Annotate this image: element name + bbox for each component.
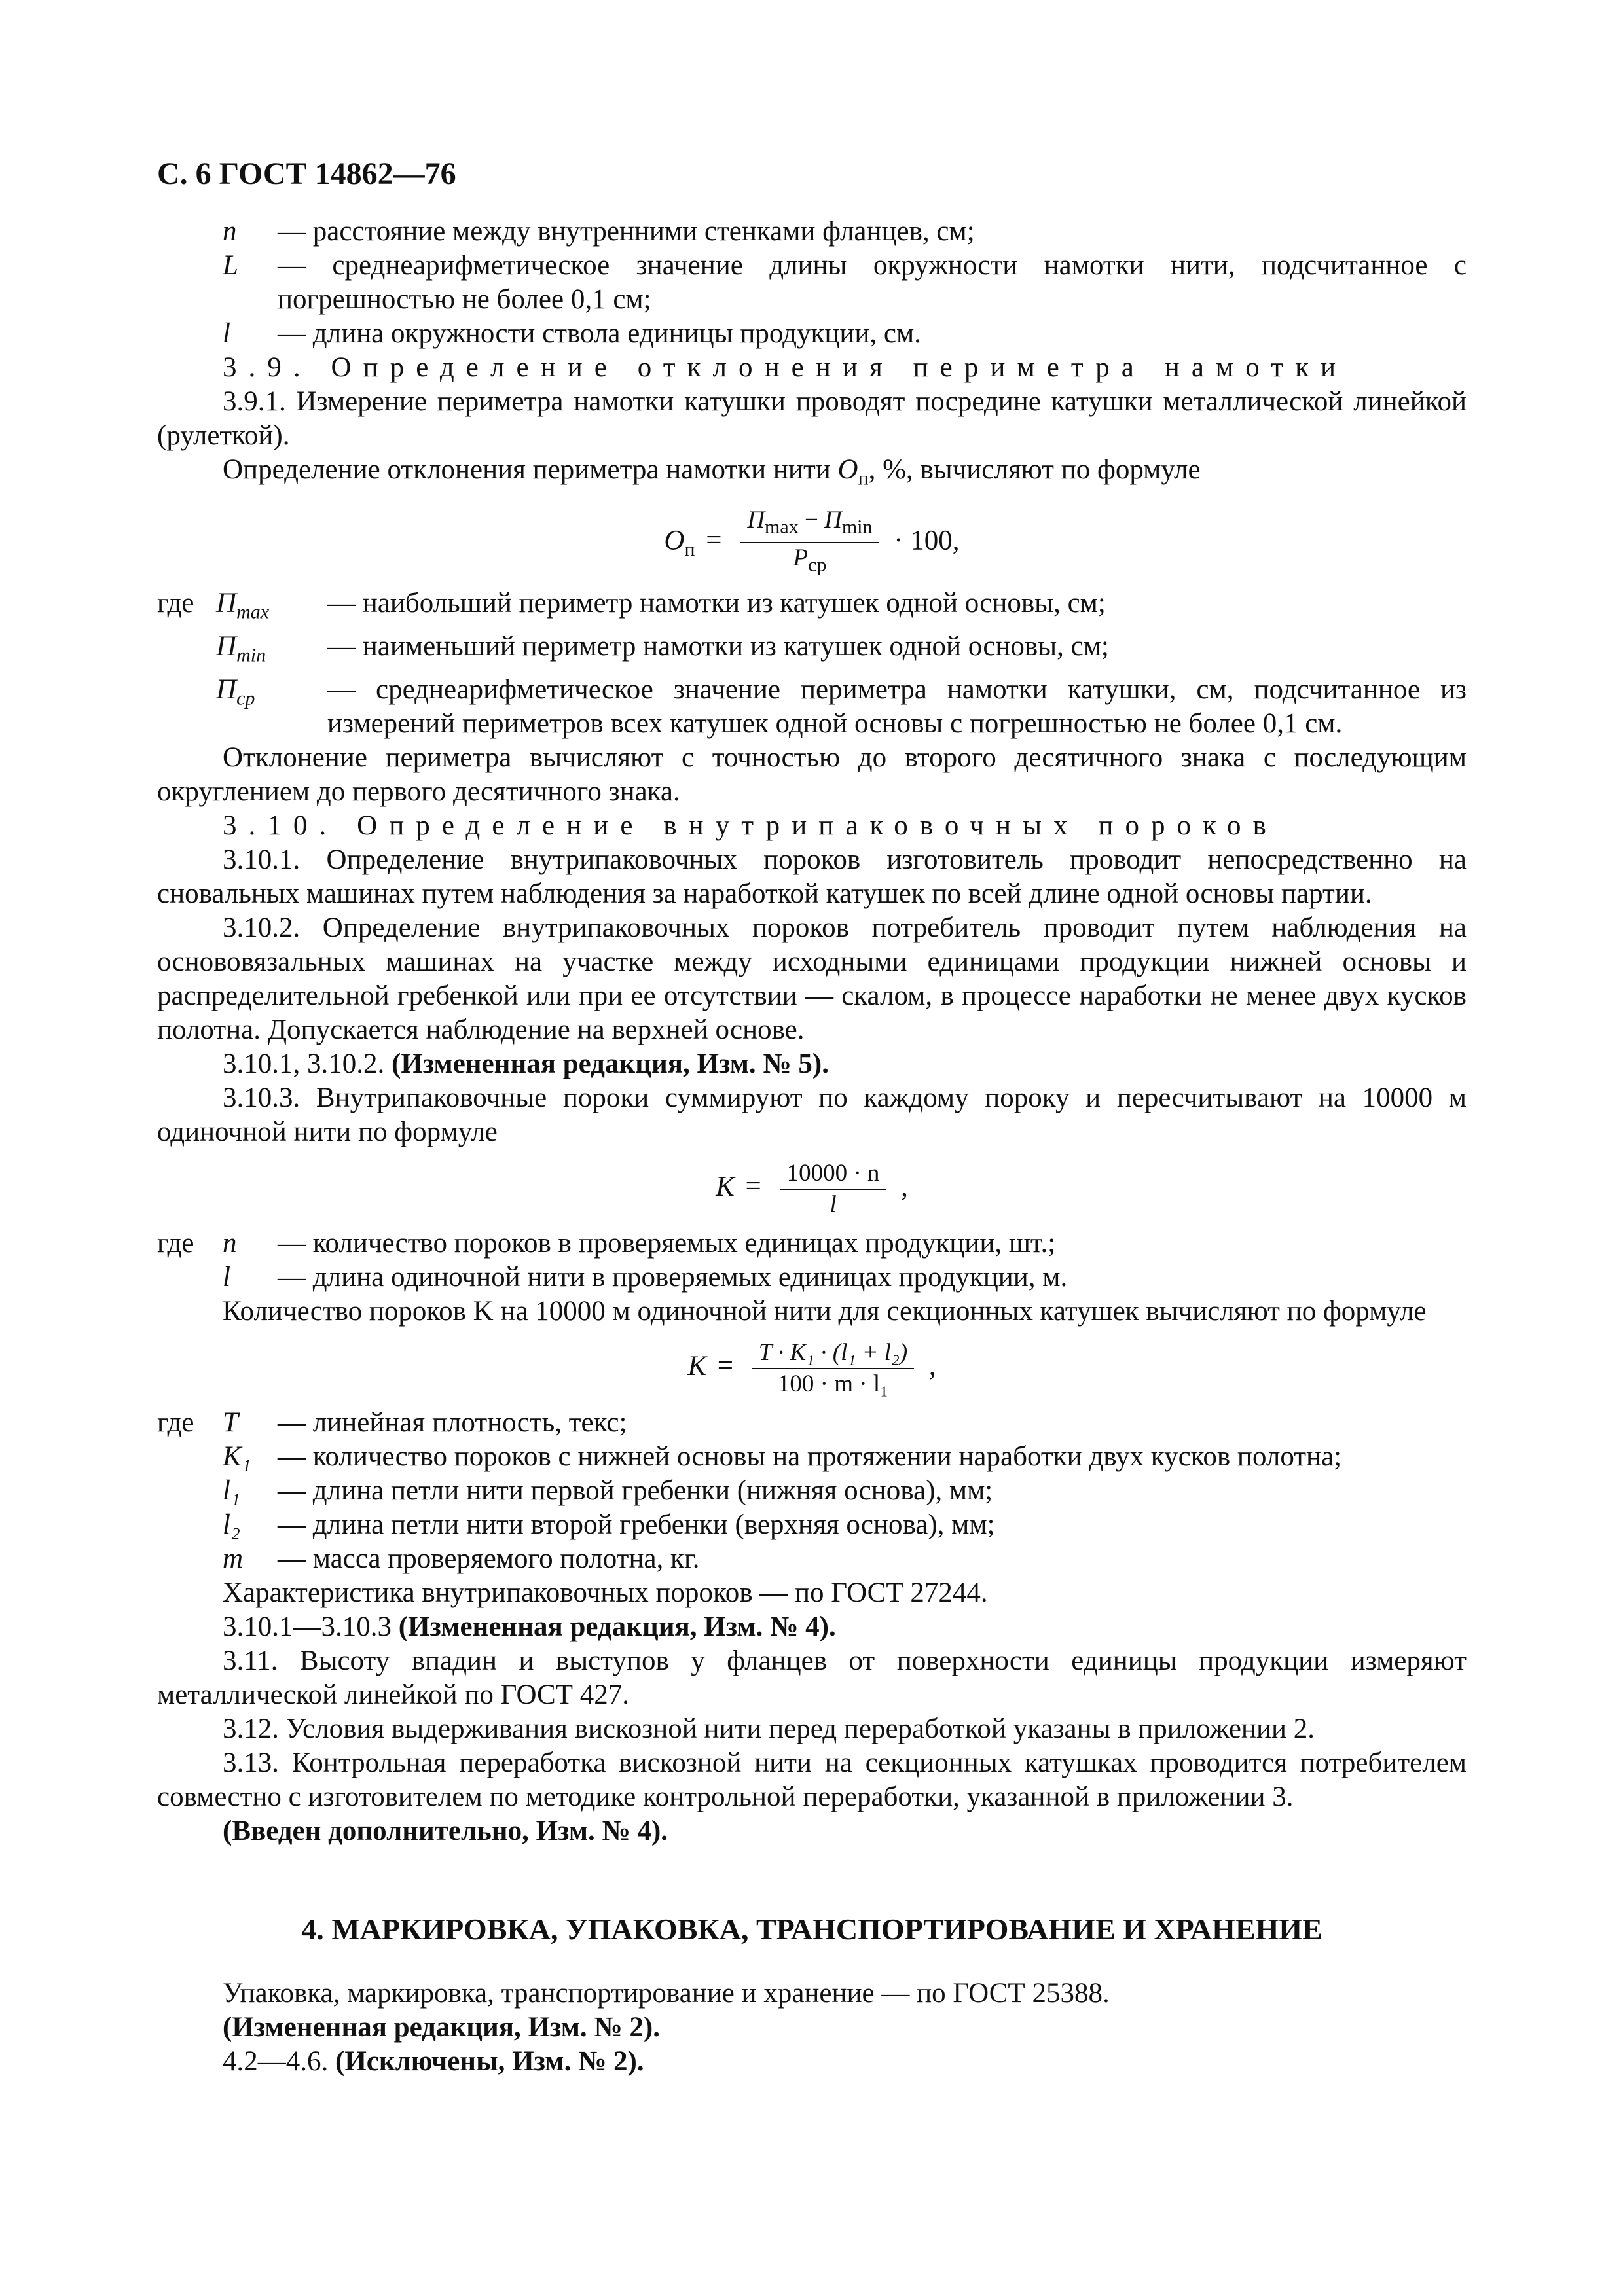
amendment-note-5: 3.10.1, 3.10.2. (Измененная редакция, Изм. № 5). xyxy=(223,1048,829,1079)
definitions-list-2 xyxy=(157,586,1467,740)
definition-row: где T — линейная плотность, текс; xyxy=(157,1407,627,1438)
section-3-10-title: 3.10. Определение внутрипаковочных пороков xyxy=(223,810,1278,841)
amendment-note-2: (Измененная редакция, Изм. № 2). xyxy=(223,2011,660,2043)
formula-defects-count: K = $\frac{10000 \cdot n}{l}$ , xyxy=(157,1158,1467,1220)
fraction: $\frac{П_{max} - П_{min}}{P_{ср}}$ xyxy=(740,505,879,581)
paragraph-4-2-4-6: 4.2—4.6. (Исключены, Изм. № 2). xyxy=(223,2045,644,2077)
paragraph-count-formula-intro: Количество пороков K на 10000 м одиночной нити для секционных катушек вычисляют по формуле xyxy=(223,1295,1427,1327)
document-page xyxy=(157,157,1467,2079)
definition-row: m — масса проверяемого полотна, кг. xyxy=(223,1543,700,1574)
paragraph-characteristic: Характеристика внутрипаковочных пороков — по ГОСТ 27244. xyxy=(223,1577,988,1608)
definitions-list-3 xyxy=(157,1227,1467,1295)
paragraph-3-9-1: 3.9.1. Измерение периметра намотки катушки проводят посредине катушки металлической линейкой (рулеткой). xyxy=(157,386,1467,451)
definition-row: l₁ — длина петли нити первой гребенки (нижняя основа), мм; xyxy=(223,1475,993,1506)
definition-row: l — длина одиночной нити в проверяемых единицах продукции, м. xyxy=(223,1261,1068,1293)
paragraph-3-9-1-formula-intro: Определение отклонения периметра намотки нити $О_п$, %, вычисляют по формуле xyxy=(223,454,1201,490)
definition-row: K₁ — количество пороков с нижней основы на протяжении наработки двух кусков полотна; xyxy=(223,1441,1342,1472)
symbol: n xyxy=(223,216,237,247)
section-3-9-title: 3.9. Определение отклонения периметра намотки xyxy=(223,352,1348,383)
symbol: l xyxy=(223,318,230,349)
paragraph-4-1: Упаковка, маркировка, транспортирование и хранение — по ГОСТ 25388. xyxy=(223,1977,1110,2009)
definition-row: $П_{min}$ — наименьший периметр намотки из катушек одной основы, см; xyxy=(216,630,1109,666)
page-header: С. 6 ГОСТ 14862—76 xyxy=(157,156,456,191)
fraction: $\frac{10000 \cdot n}{l}$ xyxy=(780,1158,886,1220)
section-4-title: 4. МАРКИРОВКА, УПАКОВКА, ТРАНСПОРТИРОВАНИЕ И ХРАНЕНИЕ xyxy=(301,1912,1322,1946)
symbol: L xyxy=(223,250,238,281)
paragraph-deviation: Отклонение периметра вычисляют с точностью до второго десятичного знака с последующим округлением до первого десятичного знака. xyxy=(157,742,1467,807)
fraction: $\frac{\text{T · K₁ · (l₁ + l₂)}}{\text{100 · m · l₁}}$ xyxy=(752,1338,914,1399)
formula-perimeter-deviation: $О_п$ = $\frac{П_{max} - П_{min}}{P_{ср}}$ · 100, xyxy=(157,505,1467,581)
definition-row: $П_{ср}$ — среднеарифметическое значение периметра намотки катушки, см, подсчитанное из измерений периметров всех катушек одной основы с погрешностью не более 0,1 см. xyxy=(216,673,1467,739)
amendment-note-added: (Введен дополнительно, Изм. № 4). xyxy=(223,1815,668,1846)
formula-sectional-defects: K = $\frac{\text{T · K₁ · (l₁ + l₂)}}{\text{100 · m · l₁}}$ , xyxy=(157,1338,1467,1399)
definition-text: — длина окружности ствола единицы продукции, см. xyxy=(278,318,921,349)
paragraph-3-13: 3.13. Контрольная переработка вискозной нити на секционных катушках проводится потребителем совместно с изготовителем по методике контрольной переработки, указанной в приложении 3. xyxy=(157,1747,1467,1812)
definition-text: — расстояние между внутренними стенками фланцев, см; xyxy=(278,216,975,247)
definition-text: — среднеарифметическое значение длины окружности намотки нити, подсчитанное с погрешностью не более 0,1 см; xyxy=(278,250,1467,315)
amendment-note-4: 3.10.1—3.10.3 (Измененная редакция, Изм. № 4). xyxy=(223,1611,836,1642)
definition-row: l₂ — длина петли нити второй гребенки (верхняя основа), мм; xyxy=(223,1509,995,1540)
paragraph-3-10-2: 3.10.2. Определение внутрипаковочных пороков потребитель проводит путем наблюдения на основовязальных машинах на участке между исходными единицами продукции нижней основы и распределительной гребенкой или при ее отсутствии — скалом, в процессе наработки не менее двух кусков полотна. Допускается наблюдение на верхней основе. xyxy=(157,912,1467,1045)
definitions-list-1 xyxy=(157,215,1467,351)
definition-row: где n — количество пороков в проверяемых единицах продукции, шт.; xyxy=(157,1227,1056,1259)
definition-row: где $П_{max}$ — наибольший периметр намотки из катушек одной основы, см; xyxy=(157,588,1106,623)
paragraph-3-12: 3.12. Условия выдерживания вискозной нити перед переработкой указаны в приложении 2. xyxy=(223,1713,1315,1744)
definitions-list-4 xyxy=(157,1406,1467,1576)
definition-row xyxy=(157,249,1467,317)
paragraph-3-10-3: 3.10.3. Внутрипаковочные пороки суммируют по каждому пороку и пересчитывают на 10000 м одиночной нити по формуле xyxy=(157,1082,1467,1147)
paragraph-3-11: 3.11. Высоту впадин и выступов у фланцев от поверхности единицы продукции измеряют металлической линейкой по ГОСТ 427. xyxy=(157,1645,1467,1710)
definition-row xyxy=(157,317,1467,351)
definition-row xyxy=(157,215,1467,249)
paragraph-3-10-1: 3.10.1. Определение внутрипаковочных пороков изготовитель проводит непосредственно на сновальных машинах путем наблюдения за наработкой катушек по всей длине одной основы партии. xyxy=(157,844,1467,909)
